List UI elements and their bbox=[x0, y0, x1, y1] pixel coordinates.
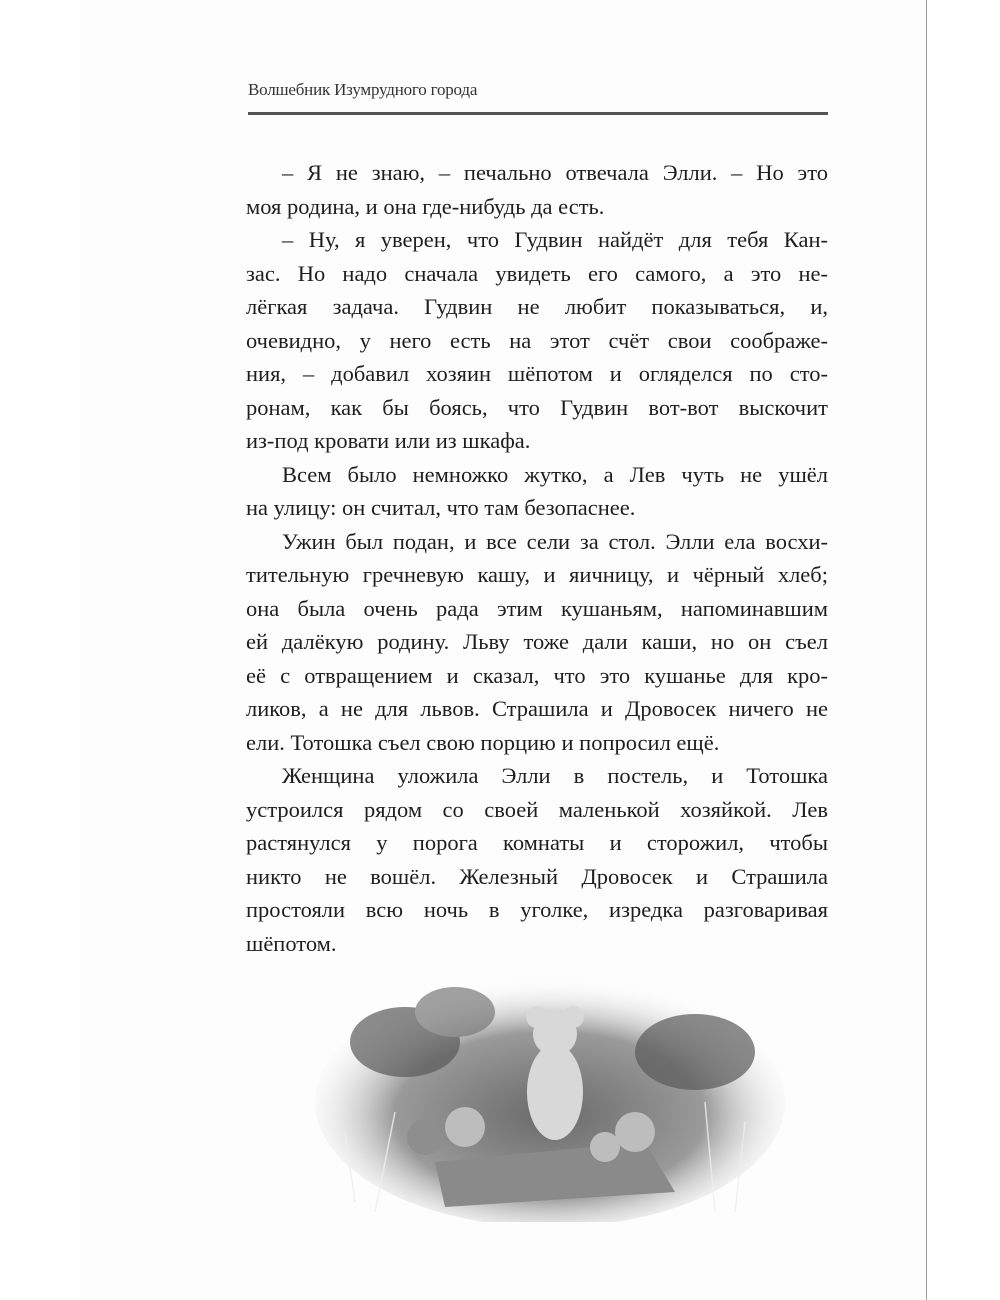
text-line: устроился рядом со своей маленькой хозяйкой. Лев bbox=[246, 796, 828, 822]
mice-illustration bbox=[315, 962, 785, 1222]
text-line: ронам, как бы боясь, что Гудвин вот-вот выскочит bbox=[246, 394, 828, 420]
text-line: – Я не знаю, – печально отвечала Элли. – Но это bbox=[282, 160, 828, 185]
text-line: на улицу: он считал, что там безопаснее. bbox=[246, 495, 636, 520]
running-head: Волшебник Изумрудного города bbox=[248, 80, 478, 99]
text-line: – Ну, я уверен, что Гудвин найдёт для тебя Кан- bbox=[282, 227, 828, 252]
main-mouse bbox=[526, 1006, 584, 1140]
text-line: её с отвращением и сказал, что это кушанье для кро- bbox=[246, 662, 828, 688]
text-line: простояли всю ночь в уголке, изредка разговаривая bbox=[246, 897, 828, 922]
text-line: тительную гречневую кашу, и яичницу, и чёрный хлеб; bbox=[246, 562, 828, 587]
text-line: Женщина уложила Элли в постель, и Тотошка bbox=[282, 763, 828, 788]
text-line: растянулся у порога комнаты и сторожил, чтобы bbox=[246, 830, 828, 855]
text-line: ели. Тотошка съел свою порцию и попросил ещё. bbox=[246, 729, 720, 755]
text-line: шёпотом. bbox=[246, 930, 337, 956]
text-line: она была очень рада этим кушаньям, напоминавшим bbox=[246, 595, 828, 621]
text-line: Ужин был подан, и все сели за стол. Элли ела восхи- bbox=[282, 528, 828, 554]
body-text bbox=[246, 156, 828, 960]
text-line: никто не вошёл. Железный Дровосек и Страшила bbox=[246, 863, 828, 889]
text-line: ния, – добавил хозяин шёпотом и огляделся по сто- bbox=[246, 361, 828, 386]
text-line: ликов, а не для львов. Страшила и Дровосек ничего не bbox=[246, 696, 828, 721]
text-line: Всем было немножко жутко, а Лев чуть не ушёл bbox=[282, 461, 828, 487]
text-line: зас. Но надо сначала увидеть его самого, а это не- bbox=[246, 260, 828, 286]
text-line: моя родина, и она где-нибудь да есть. bbox=[246, 193, 605, 219]
text-line: ей далёкую родину. Льву тоже дали каши, но он съел bbox=[246, 629, 828, 654]
text-line: очевидно, у него есть на этот счёт свои соображе- bbox=[246, 327, 828, 353]
header-rule bbox=[248, 112, 828, 115]
text-line: лёгкая задача. Гудвин не любит показываться, и, bbox=[246, 294, 828, 319]
text-line: из-под кровати или из шкафа. bbox=[246, 428, 531, 453]
